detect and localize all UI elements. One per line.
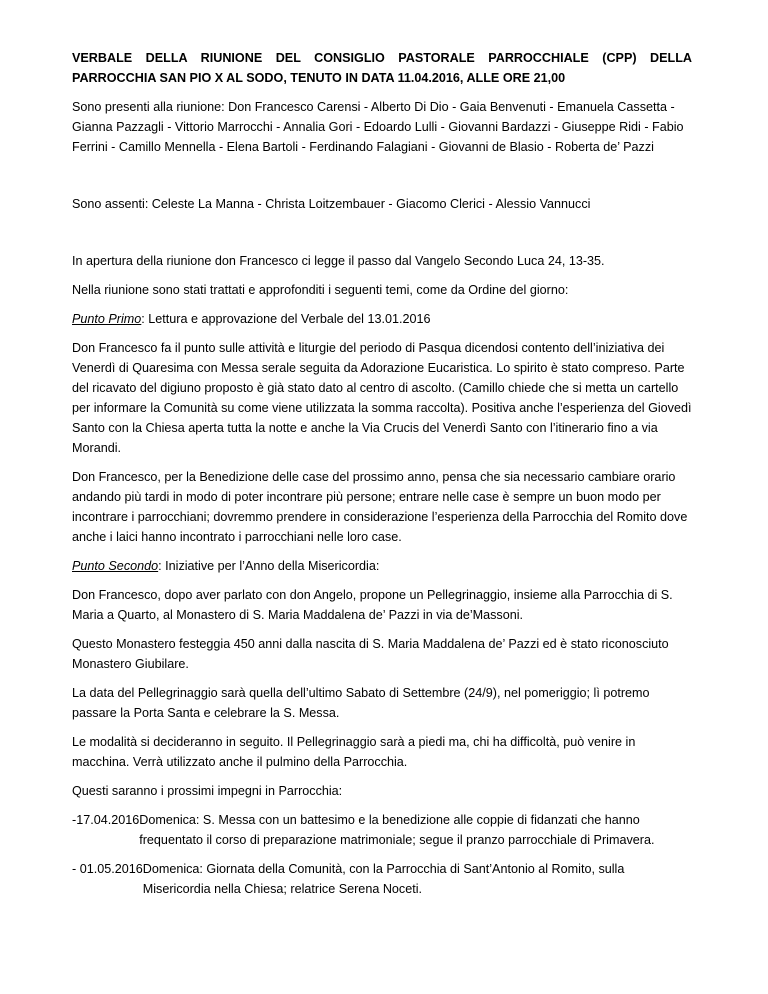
event-date: -17.04.2016 [72,813,140,827]
agenda-point-two-label: Punto Secondo [72,559,159,573]
document-page [72,48,692,908]
paragraph-date: La data del Pellegrinaggio sarà quella dell’ultimo Sabato di Settembre (24/9), nel pomeriggio; lì potremo passare la Porta Santa e celebrare la S. Messa. [72,686,650,720]
paragraph-upcoming: Questi saranno i prossimi impegni in Parrocchia: [72,784,343,798]
paragraph-blessing: Don Francesco, per la Benedizione delle case del prossimo anno, pensa che sia necessario cambiare orario andando più tardi in modo di poter incontrare più persone; entrare nelle case è sempre un buon modo per incontrare i parrocchiani; dovremmo prendere in considerazione l’esperienza della Parrocchia del Romito dove anche i laici hanno incontrato i parrocchiani nelle loro case. [72,470,688,544]
agenda-point-two-text: : Iniziative per l’Anno della Misericordia: [158,559,380,573]
event-date: - 01.05.2016 [72,862,143,876]
document-title: VERBALE DELLA RIUNIONE DEL CONSIGLIO PASTORALE PARROCCHIALE (CPP) DELLA PARROCCHIA SAN PIO X AL SODO, TENUTO IN DATA 11.04.2016, ALLE ORE 21,00 [72,51,692,85]
list-item [72,810,692,850]
paragraph-monastery: Questo Monastero festeggia 450 anni dalla nascita di S. Maria Maddalena de’ Pazzi ed è stato riconosciuto Monastero Giubilare. [72,637,669,671]
attendees-absent: Sono assenti: Celeste La Manna - Christa Loitzembauer - Giacomo Clerici - Alessio Vannucci [72,197,591,211]
paragraph-modalities: Le modalità si decideranno in seguito. Il Pellegrinaggio sarà a piedi ma, chi ha difficoltà, può venire in macchina. Verrà utilizzato anche il pulmino della Parrocchia. [72,735,636,769]
event-description: Domenica: S. Messa con un battesimo e la benedizione alle coppie di fidanzati che hanno frequentato il corso di preparazione matrimoniale; segue il pranzo parrocchiale di Primavera. [139,813,655,847]
opening-reading: In apertura della riunione don Francesco ci legge il passo dal Vangelo Secondo Luca 24, 13-35. [72,254,605,268]
event-description: Domenica: Giornata della Comunità, con la Parrocchia di Sant’Antonio al Romito, sulla Misericordia nella Chiesa; relatrice Serena Noceti. [142,862,625,896]
agenda-point-one-text: : Lettura e approvazione del Verbale del 13.01.2016 [141,312,431,326]
agenda-point-one [72,309,692,329]
paragraph-easter: Don Francesco fa il punto sulle attività e liturgie del periodo di Pasqua dicendosi contento dell’iniziativa dei Venerdì di Quaresima con Messa serale seguita da Adorazione Eucaristica. Lo spirito è stato compreso. Parte del ricavato del digiuno proposto è già stato dato al centro di ascolto. (Camillo chiede che si metta un cartello per informare la Comunità su come viene utilizzata la somma raccolta). Positiva anche l’esperienza del Giovedì Santo con la Chiesa aperta tutta la notte e anche la Via Crucis del Venerdì Santo con l’itinerario fino a via Morandi. [72,341,692,455]
agenda-point-one-label: Punto Primo [72,312,142,326]
topics-intro: Nella riunione sono stati trattati e approfonditi i seguenti temi, come da Ordine del giorno: [72,283,569,297]
list-item [72,859,692,899]
attendees-present: Sono presenti alla riunione: Don Francesco Carensi - Alberto Di Dio - Gaia Benvenuti - Emanuela Cassetta - Gianna Pazzagli - Vittorio Marrocchi - Annalia Gori - Edoardo Lulli - Giovanni Bardazzi - Giuseppe Ridi - Fabio Ferrini - Camillo Mennella - Elena Bartoli - Ferdinando Falagiani - Giovanni de Blasio - Roberta de’ Pazzi [72,100,684,154]
agenda-point-two [72,556,692,576]
paragraph-pilgrimage: Don Francesco, dopo aver parlato con don Angelo, propone un Pellegrinaggio, insieme alla Parrocchia di S. Maria a Quarto, al Monastero di S. Maria Maddalena de’ Pazzi in via de’Massoni. [72,588,673,622]
